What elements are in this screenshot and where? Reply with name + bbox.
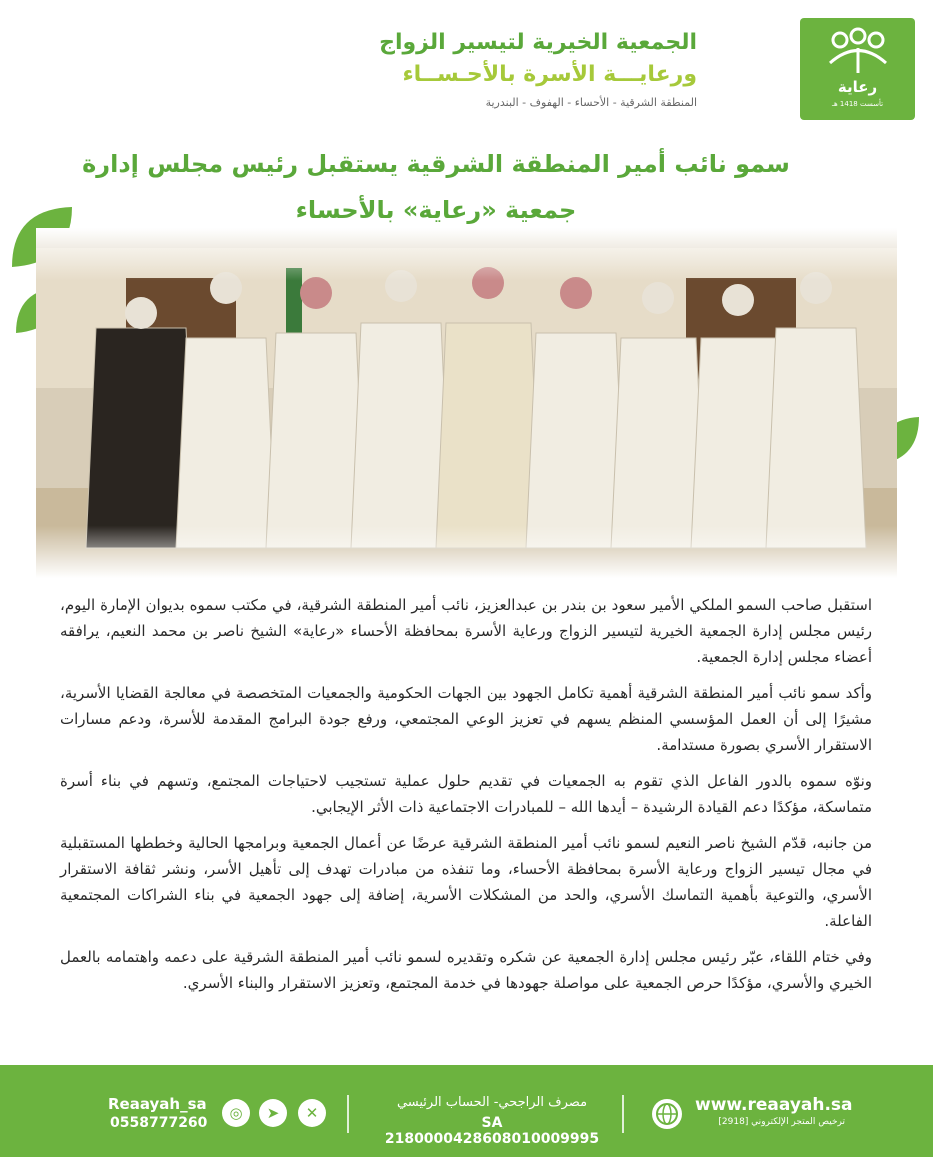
instagram-icon[interactable]: ◎ <box>222 1099 250 1127</box>
org-locations: المنطقة الشرقية - الأحساء - الهفوف - البندرية <box>485 96 697 109</box>
logo-subtitle: تأسست 1418 هـ <box>831 100 884 108</box>
x-icon[interactable]: ✕ <box>298 1099 326 1127</box>
org-name-line2: ورعايـــة الأسرة بالأحـســاء <box>402 62 697 87</box>
paragraph: من جانبه، قدّم الشيخ ناصر النعيم لسمو نائب أمير المنطقة الشرقية عرضًا عن أعمال الجمعية وبرامجها الحالية وخططها المستقبلية في مجال تيسير الزواج ورعاية الأسرة بمحافظة الأحساء، وما تنفذه من مبادرات تهدف إلى تأهيل الأسر، ونشر ثقافة الاستقرار الأسري، والتوعية بأهمية التماسك الأسري، والحد من المشكلات الأسرية، إضافة إلى جهود الجمعية في بناء الشراكات المجتمعية الفاعلة. <box>60 834 872 930</box>
article-body <box>60 592 872 1006</box>
divider <box>622 1095 624 1133</box>
paragraph: استقبل صاحب السمو الملكي الأمير سعود بن بندر بن عبدالعزيز، نائب أمير المنطقة الشرقية، في مكتب سموه بديوان الإمارة اليوم، رئيس مجلس إدارة الجمعية الخيرية لتيسير الزواج ورعاية الأسرة بمحافظة الأحساء «رعاية» الشيخ ناصر بن محمد النعيم، يرافقه أعضاء مجلس إدارة الجمعية. <box>60 596 872 666</box>
org-name-line1: الجمعية الخيرية لتيسير الزواج <box>379 30 697 55</box>
footer <box>0 1065 933 1157</box>
group-photo <box>36 228 897 578</box>
logo-name: رعاية <box>837 78 878 96</box>
divider <box>347 1095 349 1133</box>
article-title-line2: جمعية «رعاية» بالأحساء <box>295 196 577 224</box>
store-license: ترخيص المتجر الإلكتروني [2918] <box>718 1117 845 1127</box>
phone-number[interactable]: 0558777260 <box>110 1115 208 1131</box>
article-title-line1: سمو نائب أمير المنطقة الشرقية يستقبل رئيس مجلس إدارة <box>82 150 790 178</box>
paragraph: ونوّه سموه بالدور الفاعل الذي تقوم به الجمعيات في تقديم حلول عملية تستجيب لاحتياجات المجتمع، وتسهم في بناء أسرة متماسكة، مؤكدًا دعم القيادة الرشيدة – أيدها الله – للمبادرات الاجتماعية ذات الأثر الإيجابي. <box>60 772 872 816</box>
iban-number: SA 2180000428608010009995 <box>384 1115 600 1147</box>
paragraph: وفي ختام اللقاء، عبّر رئيس مجلس إدارة الجمعية عن شكره وتقديره لسمو نائب أمير المنطقة الشرقية على دعمه واهتمامه بالعمل الخيري والأسري، مؤكدًا حرص الجمعية على مواصلة جهودها في خدمة المجتمع، وتعزيز الاستقرار والبناء الأسري. <box>60 948 872 992</box>
bank-label: مصرف الراجحي- الحساب الرئيسي <box>396 1095 588 1110</box>
org-logo <box>800 18 915 120</box>
globe-icon <box>652 1099 682 1129</box>
header <box>0 0 933 125</box>
telegram-icon[interactable]: ➤ <box>259 1099 287 1127</box>
paragraph: وأكد سمو نائب أمير المنطقة الشرقية أهمية تكامل الجهود بين الجهات الحكومية والجمعيات المتخصصة في معالجة القضايا الأسرية، مشيرًا إلى أن العمل المؤسسي المنظم يسهم في تعزيز الوعي المجتمعي، ورفع جودة البرامج المقدمة للأسرة، ودعم مسارات الاستقرار الأسري بصورة مستدامة. <box>60 684 872 754</box>
social-handle[interactable]: Reaayah_sa <box>108 1095 207 1113</box>
website-link[interactable]: www.reaayah.sa <box>695 1095 853 1115</box>
